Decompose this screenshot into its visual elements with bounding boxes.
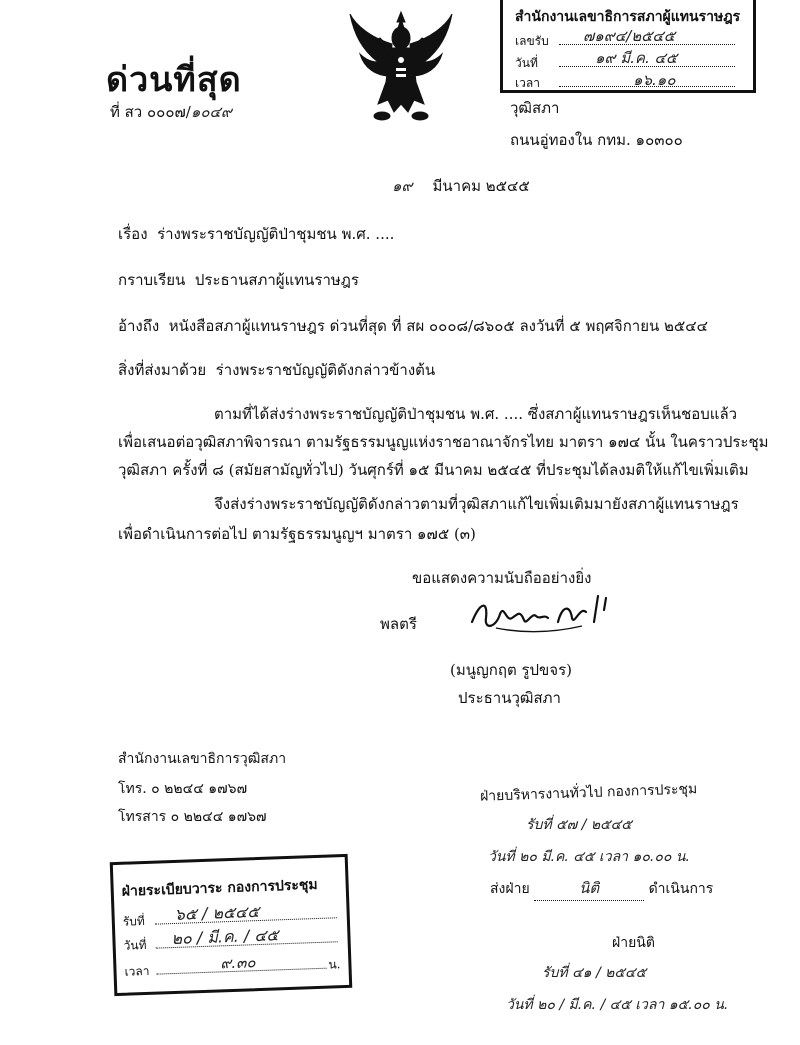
routing-line-6: รับที่ ๔๑ / ๒๕๔๕ bbox=[542, 965, 647, 981]
reference-line bbox=[118, 314, 708, 338]
letter-date-day: ๑๙ bbox=[392, 177, 413, 195]
routing-send-label: ส่งฝ่าย bbox=[490, 881, 530, 897]
addressee-label: กราบเรียน bbox=[118, 271, 186, 289]
footer-office: สำนักงานเลขาธิการวุฒิสภา bbox=[118, 751, 287, 767]
ref-number-prefix: ที่ สว ๐๐๐๗/ bbox=[110, 103, 191, 121]
routing-line-5: ฝ่ายนิติ bbox=[612, 935, 655, 951]
stamp-bottom-receive-value: ๖๕ / ๒๕๔๕ bbox=[174, 902, 260, 924]
stamp-bottom-time-label: เวลา bbox=[124, 963, 150, 979]
addressee-text: ประธานสภาผู้แทนราษฎร bbox=[194, 271, 359, 289]
closing-salutation: ขอแสดงความนับถืออย่างยิ่ง bbox=[412, 569, 592, 587]
signature-prefix: พลตรี bbox=[380, 615, 417, 633]
ref-number-handwritten: ๑๐๔๙ bbox=[190, 103, 232, 121]
addressee-line bbox=[118, 268, 359, 292]
ref-number bbox=[110, 100, 232, 124]
stamp-bottom-time-suffix: น. bbox=[328, 957, 341, 972]
routing-line-1: ฝ่ายบริหารงานทั่วไป กองการประชุม bbox=[479, 781, 698, 805]
signer-position: ประธานวุฒิสภา bbox=[458, 689, 561, 707]
enclosure-label: สิ่งที่ส่งมาด้วย bbox=[118, 361, 207, 379]
routing-stamp-general-affairs bbox=[480, 778, 698, 808]
subject-line bbox=[118, 222, 394, 246]
reference-label: อ้างถึง bbox=[118, 317, 160, 335]
stamp-top-time-label: เวลา bbox=[515, 76, 540, 90]
letter-date bbox=[392, 174, 530, 198]
stamp-top-receive-value: ๗๑๙๔/๒๕๔๕ bbox=[583, 27, 676, 45]
routing-line-2: รับที่ ๕๗ / ๒๕๔๕ bbox=[526, 817, 632, 833]
stamp-top-receive-label: เลขรับ bbox=[515, 34, 549, 48]
routing-line-4 bbox=[490, 876, 713, 901]
letter-date-month-year: มีนาคม ๒๕๔๕ bbox=[432, 177, 530, 195]
stamp-bottom-time-value: ๙.๓๐ bbox=[220, 953, 256, 973]
sender-address: ถนนอู่ทองใน กทม. ๑๐๓๐๐ bbox=[510, 131, 683, 149]
routing-line-3: วันที่ ๒๐ มี.ค. ๔๕ เวลา ๑๐.๐๐ น. bbox=[488, 849, 690, 865]
paragraph-1-line-1: ตามที่ได้ส่งร่างพระราชบัญญัติป่าชุมชน พ.ศ. .... ซึ่งสภาผู้แทนราษฎรเห็นชอบแล้ว bbox=[214, 405, 738, 423]
routing-send-suffix: ดำเนินการ bbox=[648, 881, 714, 897]
stamp-bottom-date-label: วันที่ bbox=[123, 937, 147, 953]
paragraph-1-line-2: เพื่อเสนอต่อวุฒิสภาพิจารณา ตามรัฐธรรมนูญแห่งราชอาณาจักรไทย มาตรา ๑๗๔ นั้น ในคราวประชุม bbox=[118, 433, 769, 451]
signer-name: (มนูญกฤต รูปขจร) bbox=[450, 661, 572, 679]
stamp-top-title: สำนักงานเลขาธิการสภาผู้แทนราษฎร bbox=[515, 9, 741, 25]
paragraph-2-line-2: เพื่อดำเนินการต่อไป ตามรัฐธรรมนูญฯ มาตรา ๑๗๕ (๓) bbox=[118, 525, 476, 543]
received-stamp-bottom bbox=[110, 854, 353, 996]
paragraph-2-line-1: จึงส่งร่างพระราชบัญญัติดังกล่าวตามที่วุฒิสภาแก้ไขเพิ่มเติมมายังสภาผู้แทนราษฎร bbox=[214, 495, 739, 513]
stamp-top-date-value: ๑๙ มี.ค. ๔๕ bbox=[595, 49, 678, 67]
sender-org: วุฒิสภา bbox=[510, 99, 560, 117]
stamp-top-date-label: วันที่ bbox=[515, 56, 538, 70]
enclosure-line bbox=[118, 358, 435, 382]
paragraph-1-line-3: วุฒิสภา ครั้งที่ ๘ (สมัยสามัญทั่วไป) วันศุกร์ที่ ๑๕ มีนาคม ๒๕๔๕ ที่ประชุมได้ลงมติให้แก้ไขเพิ่มเติม bbox=[118, 461, 749, 479]
stamp-top-time-value: ๑๖.๑๐ bbox=[633, 71, 676, 89]
garuda-emblem bbox=[342, 8, 460, 126]
stamp-bottom-date-value: ๒๐ / มี.ค. / ๔๕ bbox=[171, 925, 279, 949]
stamp-bottom-receive-label: รับที่ bbox=[122, 914, 146, 929]
subject-label: เรื่อง bbox=[118, 225, 148, 243]
received-stamp-top bbox=[500, 0, 756, 93]
subject-text: ร่างพระราชบัญญัติป่าชุมชน พ.ศ. .... bbox=[157, 225, 395, 243]
handwritten-signature bbox=[466, 592, 626, 640]
urgency-label: ด่วนที่สุด bbox=[106, 60, 242, 100]
routing-line-7: วันที่ ๒๐ / มี.ค. / ๔๕ เวลา ๑๕.๐๐ น. bbox=[506, 997, 729, 1013]
reference-text: หนังสือสภาผู้แทนราษฎร ด่วนที่สุด ที่ สผ ๐๐๐๘/๘๖๐๕ ลงวันที่ ๕ พฤศจิกายน ๒๕๔๔ bbox=[168, 317, 708, 335]
footer-tel: โทร. ๐ ๒๒๔๔ ๑๗๖๗ bbox=[118, 781, 248, 797]
footer-fax: โทรสาร ๐ ๒๒๔๔ ๑๗๖๗ bbox=[118, 809, 267, 825]
routing-send-value: นิติ bbox=[534, 876, 644, 901]
stamp-bottom-title: ฝ่ายระเบียบวาระ กองการประชุม bbox=[121, 876, 318, 900]
enclosure-text: ร่างพระราชบัญญัติดังกล่าวข้างต้น bbox=[215, 361, 436, 379]
